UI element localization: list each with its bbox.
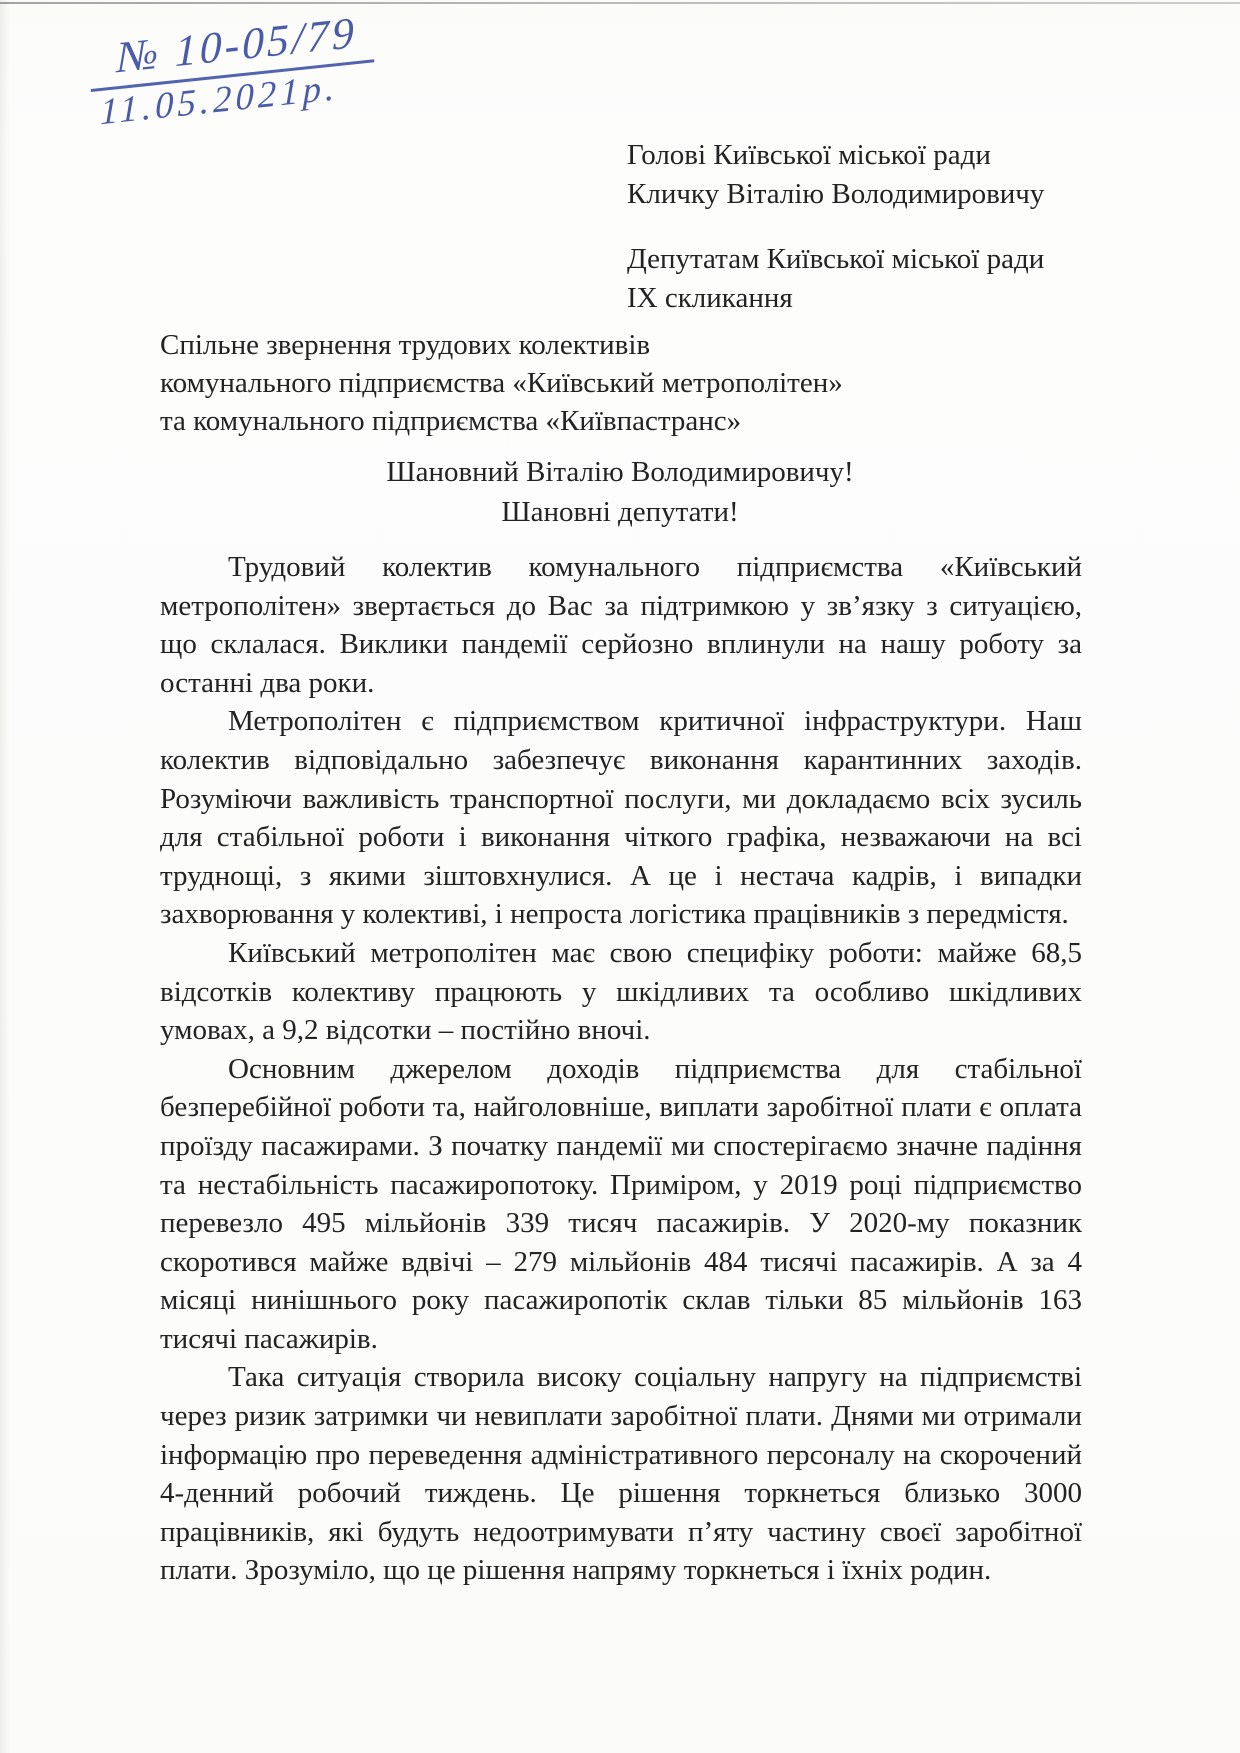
letter-subject — [160, 326, 1120, 440]
scan-edge-artifact — [0, 2, 1240, 4]
body-paragraph: Основним джерелом доходів підприємства для стабільної безперебійної роботи та, найголовніше, виплати заробітної плати є оплата проїзду пасажирами. З початку пандемії ми спостерігаємо значне падіння та нестабільність пасажиропотоку. Приміром, у 2019 році підприємство перевезло 495 мільйонів 339 тисяч пасажирів. У 2020-му показник скоротився майже вдвічі – 279 мільйонів 484 тисячі пасажирів. А за 4 місяці нинішнього року пасажиропотік склав тільки 85 мільйонів 163 тисячі пасажирів. — [160, 1052, 1082, 1355]
stamp-registration-number: № 10-05/79 — [91, 8, 375, 92]
subject-line: Спільне звернення трудових колективів — [160, 329, 651, 361]
recipient-secondary — [627, 240, 1187, 318]
letter-body — [160, 548, 1082, 1590]
body-paragraph: Трудовий колектив комунального підприємства «Київський метрополітен» звертається до Вас за підтримкою у зв’язку з ситуацією, що склалася. Виклики пандемії серйозно вплинули на нашу роботу за останні два роки. — [160, 551, 1082, 699]
stamp-date: 11.05.2021р. — [99, 67, 339, 134]
salutation-block — [160, 452, 1080, 532]
body-paragraph: Така ситуація створила високу соціальну напругу на підприємстві через ризик затримки чи невиплати заробітної плати. Днями ми отримали інформацію про переведення адміністративного персоналу на скорочений 4-денний робочий тиждень. Це рішення торкнеться близько 3000 працівників, які будуть недоотримувати п’яту частину своєї заробітної плати. Зрозуміло, що це рішення напряму торкнеться і їхніх родин. — [160, 1361, 1082, 1587]
body-paragraph: Метрополітен є підприємством критичної інфраструктури. Наш колектив відповідально забезпечує виконання карантинних заходів. Розуміючи важливість транспортної послуги, ми докладаємо всіх зусиль для стабільної роботи і виконання чіткого графіка, незважаючи на всі труднощі, з якими зіштовхнулися. А це і нестача кадрів, і випадки захворювання у колективі, і непроста логістика працівників з передмістя. — [160, 705, 1082, 931]
recipient-block — [627, 136, 1187, 318]
recipient-line: Голові Київської міської ради — [627, 139, 991, 171]
salutation-line: Шановні депутати! — [501, 496, 739, 528]
recipient-primary — [627, 136, 1187, 214]
subject-line: та комунального підприємства «Київпастранс» — [160, 405, 742, 437]
recipient-line: ІХ скликання — [627, 282, 793, 314]
scan-shadow-artifact — [0, 0, 10, 1753]
recipient-line: Депутатам Київської міської ради — [627, 243, 1045, 275]
salutation-line: Шановний Віталію Володимировичу! — [386, 456, 854, 488]
body-paragraph: Київський метрополітен має свою специфіку роботи: майже 68,5 відсотків колективу працюють у шкідливих та особливо шкідливих умовах, а 9,2 відсотки – постійно вночі. — [160, 936, 1082, 1047]
recipient-line: Кличку Віталію Володимировичу — [627, 178, 1045, 210]
registration-stamp — [88, 8, 382, 133]
subject-line: комунального підприємства «Київський метрополітен» — [160, 367, 843, 399]
